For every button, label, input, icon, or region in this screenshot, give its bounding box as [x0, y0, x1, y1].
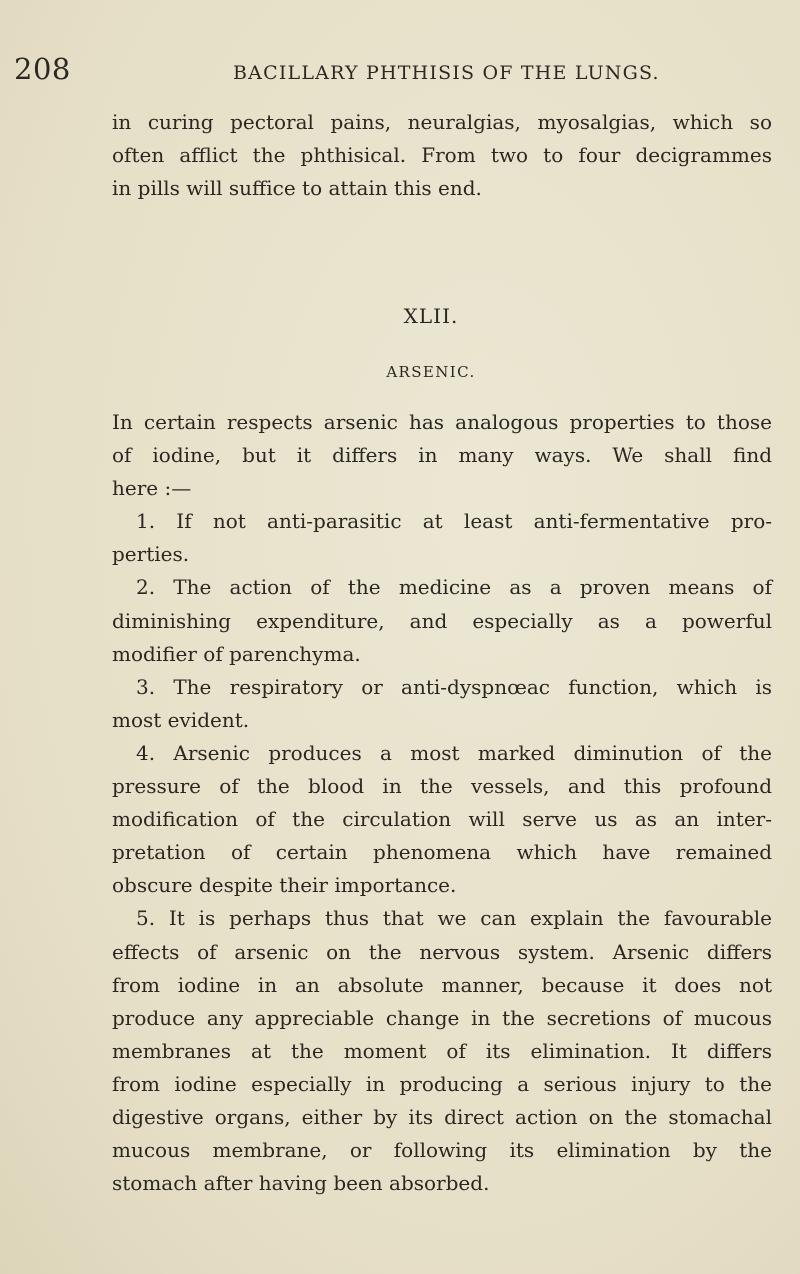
list-item-line: 5. It is perhaps thus that we can explain the favourable [136, 906, 772, 931]
text-line: pressure of the blood in the vessels, and this profound [112, 774, 772, 799]
list-item-line: 2. The action of the medicine as a proven means of [136, 575, 772, 600]
text-line: obscure despite their importance. [112, 873, 457, 898]
text-line: perties. [112, 542, 190, 567]
running-title: BACILLARY PHTHISIS OF THE LUNGS. [233, 62, 660, 84]
text-line: often afflict the phthisical. From two to four decigrammes [112, 143, 772, 167]
text-line: In certain respects arsenic has analogous properties to those [112, 410, 772, 434]
text-line: membranes at the moment of its elimination. It differs [112, 1038, 772, 1063]
text-line: here :— [112, 476, 192, 501]
text-line: modifier of parenchyma. [112, 641, 361, 666]
text-line: effects of arsenic on the nervous system. Arsenic differs [112, 939, 772, 964]
page-number: 208 [14, 52, 71, 86]
text-line: most evident. [112, 707, 250, 732]
text-line: in pills will suffice to attain this end. [112, 176, 482, 200]
text-line: from iodine in an absolute manner, because it does not [112, 972, 772, 997]
section-body [112, 406, 772, 1200]
list-item-line: 3. The respiratory or anti-dyspnœac function, which is [136, 674, 772, 699]
section-title: ARSENIC. [386, 363, 476, 381]
section-number: XLII. [403, 304, 459, 328]
text-line: mucous membrane, or following its elimination by the [112, 1138, 772, 1163]
list-item-line: 1. If not anti-parasitic at least anti-fermentative pro- [136, 509, 772, 534]
text-line: diminishing expenditure, and especially as a powerful [112, 608, 772, 633]
text-line: modification of the circulation will serve us as an inter- [112, 807, 772, 832]
text-line: in curing pectoral pains, neuralgias, myosalgias, which so [112, 110, 772, 134]
running-head [0, 52, 800, 92]
text-line: digestive organs, either by its direct action on the stomachal [112, 1104, 772, 1129]
list-item-line: 4. Arsenic produces a most marked diminution of the [136, 740, 772, 765]
intro-paragraph [112, 106, 772, 205]
text-line: produce any appreciable change in the secretions of mucous [112, 1005, 772, 1030]
text-line: of iodine, but it differs in many ways. We shall find [112, 443, 772, 468]
text-line: from iodine especially in producing a serious injury to the [112, 1071, 772, 1096]
text-line: pretation of certain phenomena which have remained [112, 840, 772, 865]
text-line: stomach after having been absorbed. [112, 1171, 490, 1196]
